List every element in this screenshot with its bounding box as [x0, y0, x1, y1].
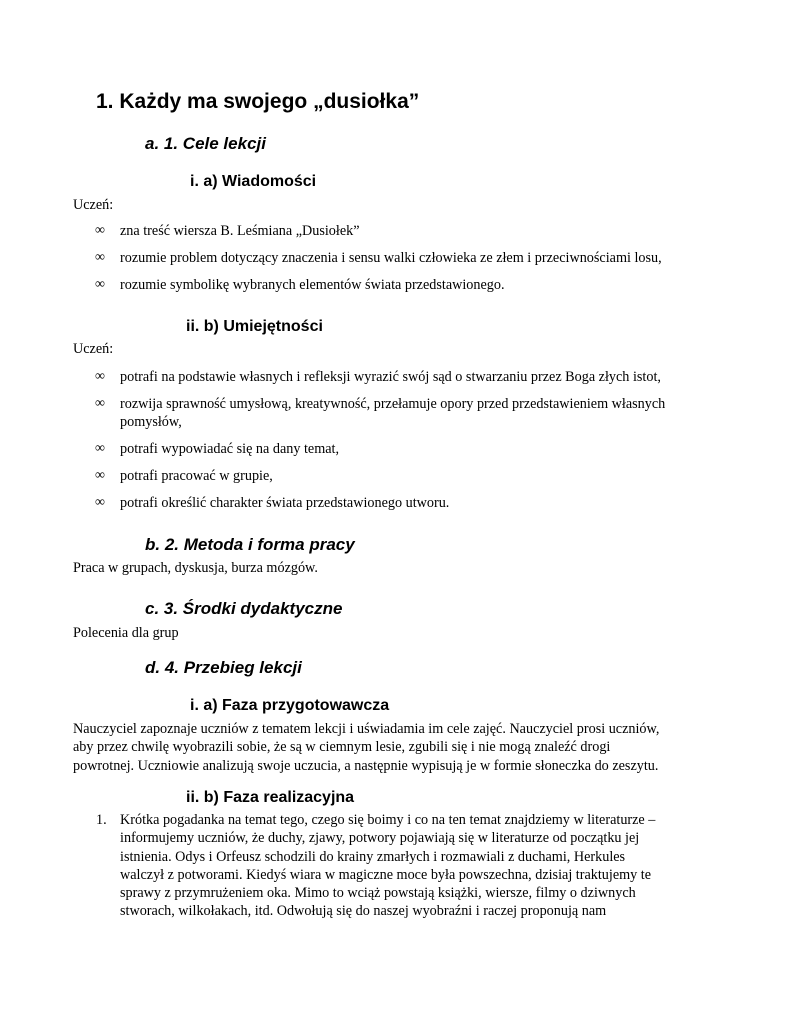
section-d-heading: d. 4. Przebieg lekcji — [145, 658, 302, 677]
bullet-icon: ∞ — [95, 396, 105, 411]
paragraph-line: informujemy uczniów, że duchy, zjawy, potwory pojawiają się w literaturze od początku jej — [120, 830, 640, 847]
paragraph-line: Krótka pogadanka na temat tego, czego się boimy i co na ten temat znajdziemy w literaturze – — [120, 812, 656, 828]
list-item: rozumie problem dotyczący znaczenia i sensu walki człowieka ze złem i przeciwnościami losu, — [120, 250, 662, 266]
section-c-heading: c. 3. Środki dydaktyczne — [145, 599, 343, 618]
list-item: zna treść wiersza B. Leśmiana „Dusiołek” — [120, 223, 360, 239]
umiejetnosci-heading: ii. b) Umiejętności — [186, 318, 323, 335]
section-a-heading: a. 1. Cele lekcji — [145, 134, 266, 153]
list-item: potrafi wypowiadać się na dany temat, — [120, 441, 340, 457]
bullet-icon: ∞ — [95, 369, 105, 384]
list-item-continuation: pomysłów, — [120, 414, 182, 430]
faza-przygotowawcza-heading: i. a) Faza przygotowawcza — [190, 697, 390, 714]
bullet-icon: ∞ — [95, 250, 105, 265]
faza-przygotowawcza-paragraph — [73, 720, 723, 775]
section-b-heading: b. 2. Metoda i forma pracy — [145, 535, 355, 554]
list-item: rozumie symbolikę wybranych elementów świata przedstawionego. — [120, 277, 505, 293]
wiadomosci-intro: Uczeń: — [73, 197, 114, 213]
paragraph-line: walczył z potworami. Kiedyś wiara w magiczne moce była powszechna, dzisiaj traktujemy te — [120, 866, 652, 883]
bullet-icon: ∞ — [95, 441, 105, 456]
paragraph-line: Nauczyciel zapoznaje uczniów z tematem lekcji i uświadamia im cele zajęć. Nauczyciel prosi uczniów, — [73, 721, 660, 737]
section-c-text: Polecenia dla grup — [73, 625, 179, 641]
bullet-icon: ∞ — [95, 277, 105, 292]
list-item: potrafi pracować w grupie, — [120, 468, 273, 484]
wiadomosci-heading: i. a) Wiadomości — [190, 173, 317, 190]
paragraph-line: powrotnej. Uczniowie analizują swoje uczucia, a następnie wypisują je w formie słoneczka do zeszytu. — [73, 757, 659, 774]
list-item: potrafi określić charakter świata przedstawionego utworu. — [120, 495, 450, 511]
umiejetnosci-intro: Uczeń: — [73, 341, 114, 357]
list-item: rozwija sprawność umysłową, kreatywność, przełamuje opory przed przedstawieniem własnych — [120, 396, 666, 412]
bullet-icon: ∞ — [95, 468, 105, 483]
paragraph-line: istnienia. Odys i Orfeusz schodzili do krainy zmarłych i rozmawiali z duchami, Herkules — [120, 848, 626, 865]
faza-realizacyjna-heading: ii. b) Faza realizacyjna — [186, 789, 355, 806]
list-number: 1. — [96, 812, 107, 828]
paragraph-line: aby przez chwilę wyobrazili sobie, że są w ciemnym lesie, zgubili się i nie mogą znaleźć drogi — [73, 739, 611, 756]
page-title: 1. Każdy ma swojego „dusiołka” — [96, 90, 420, 113]
faza-realizacyjna-paragraph — [120, 811, 740, 921]
bullet-icon: ∞ — [95, 495, 105, 510]
paragraph-line: sprawy z przymrużeniem oka. Mimo to wciąż powstają książki, wiersze, filmy o dziwnych — [120, 885, 636, 902]
list-item: potrafi na podstawie własnych i refleksji wyrazić swój sąd o stwarzaniu przez Boga złych istot, — [120, 369, 661, 385]
section-b-text: Praca w grupach, dyskusja, burza mózgów. — [73, 560, 318, 576]
bullet-icon: ∞ — [95, 223, 105, 238]
paragraph-line: stworach, wilkołakach, itd. Odwołują się do naszej wyobraźni i raczej proponują nam — [120, 903, 607, 920]
